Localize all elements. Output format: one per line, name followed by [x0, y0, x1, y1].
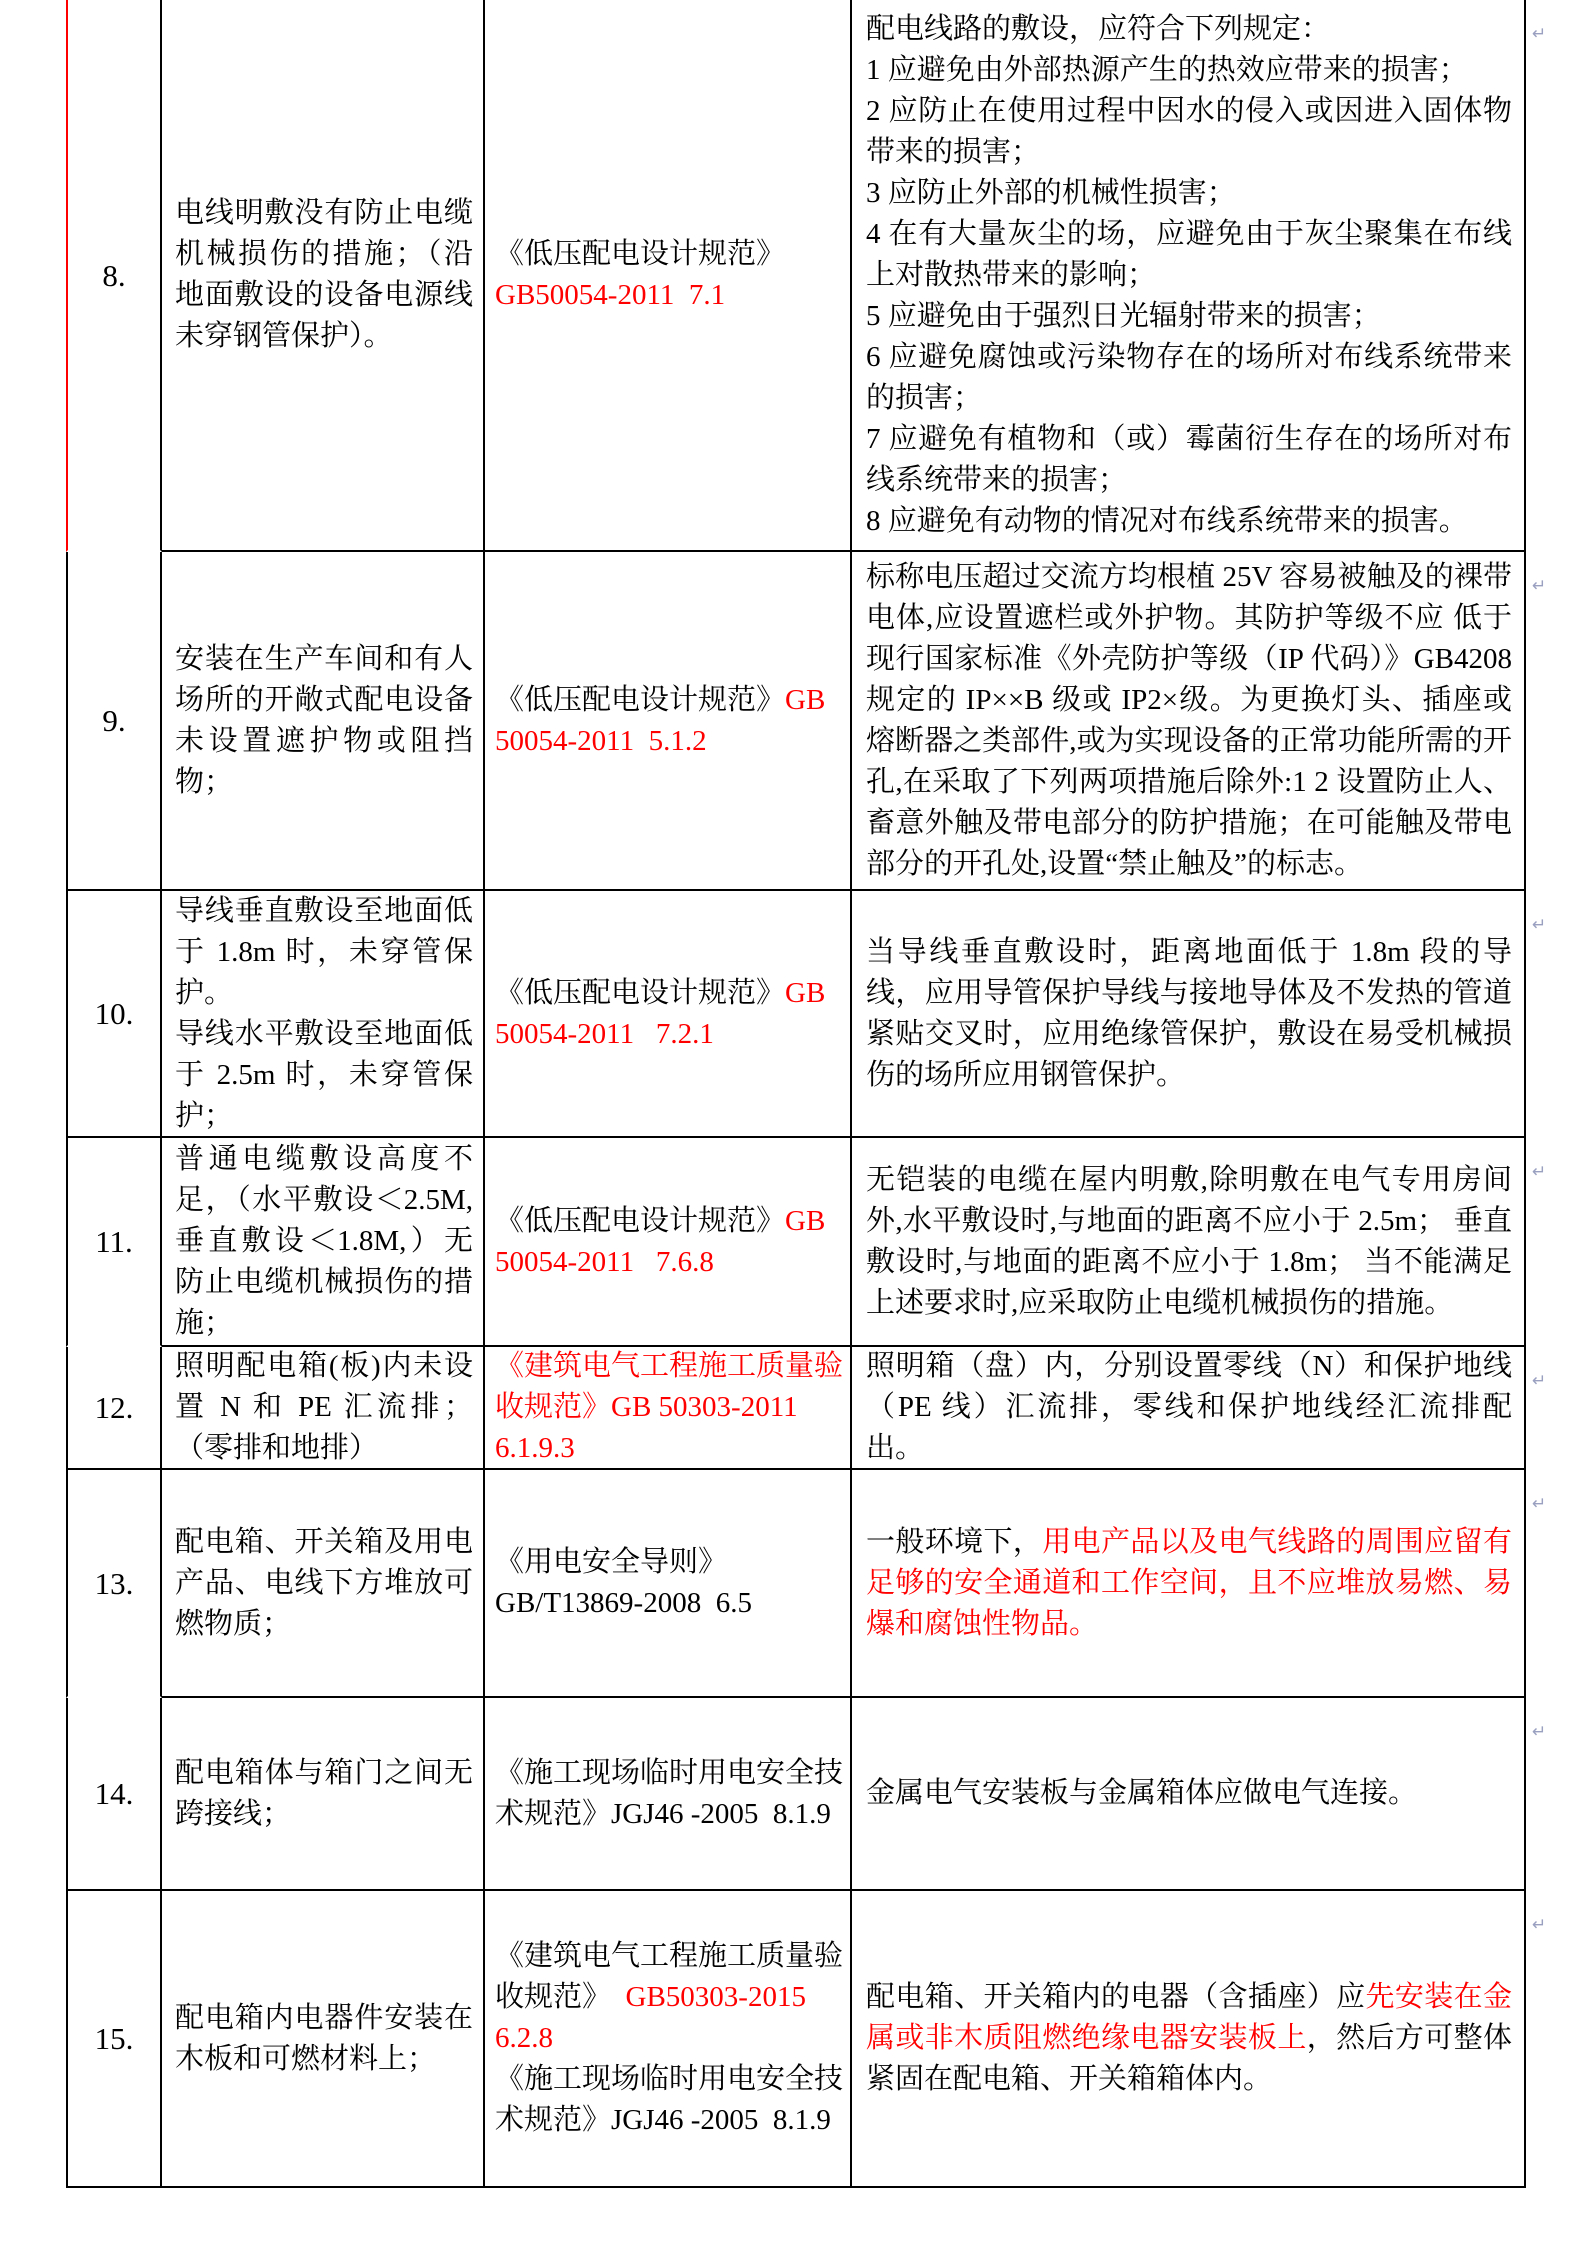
regulation-ref-cell [485, 1347, 852, 1470]
regulation-content-text [866, 296, 1512, 337]
table-row [66, 891, 1526, 1138]
problem-cell [162, 1891, 485, 2188]
text-segment: 照明箱（盘）内，分别设置零线（N）和保护地线（PE 线）汇流排，零线和保护地线经汇流排配出。 [866, 1350, 1512, 1464]
problem-cell [162, 1698, 485, 1891]
regulation-ref-line [495, 1977, 848, 2018]
row-number-cell [66, 552, 162, 891]
text-segment: 当导线垂直敷设时，距离地面低于 1.8m 段的导线，应用导管保护导线与接地导体及不发热的管道紧贴交叉时，应用绝缘管保护，敷设在易受机械损伤的场所应用钢管保护。 [866, 935, 1512, 1091]
text-segment: 配电箱内电器件安装在木板和可燃材料上； [175, 2001, 473, 2075]
paragraph-mark-icon: ↵ [1532, 1494, 1547, 1514]
text-segment: 安装在生产车间和有人场所的开敞式配电设备未设置遮护物或阻挡物； [175, 642, 473, 798]
regulation-ref-line [495, 721, 848, 762]
problem-cell [162, 552, 485, 891]
regulation-content-text [866, 557, 1512, 885]
row-number: 12. [94, 1390, 134, 1425]
text-segment: 《施工现场临时用电安全技 [495, 2063, 844, 2095]
text-segment: GB/T13869-2008 6.5 [495, 1587, 752, 1619]
regulation-content-text [866, 419, 1512, 501]
table-row [66, 1891, 1526, 2188]
highlighted-text: GB50303-2015 [611, 1981, 806, 2013]
regulation-ref-cell [485, 1470, 852, 1698]
regulation-content-text [866, 932, 1512, 1096]
regulation-ref-line [495, 1936, 848, 1977]
text-segment: 《低压配电设计规范》 [495, 1204, 786, 1237]
row-number-cell [66, 1347, 162, 1470]
regulation-content-text [866, 337, 1512, 419]
highlighted-text: 50054-2011 7.6.8 [495, 1245, 714, 1278]
highlighted-text: GB [785, 683, 826, 716]
row-number-cell [66, 1698, 162, 1891]
regulation-content-text [866, 1160, 1512, 1324]
paragraph-mark-icon: ↵ [1532, 24, 1547, 44]
text-segment: 一般环境下， [866, 1525, 1043, 1558]
problem-text [175, 1753, 473, 1835]
paragraph-mark-icon: ↵ [1532, 1915, 1547, 1935]
problem-text [175, 1347, 473, 1469]
text-segment: 无铠装的电缆在屋内明敷,除明敷在电气专用房间外,水平敷设时,与地面的距离不应小于 2.5m； 垂直敷设时,与地面的距离不应小于 1.8m； 当不能满足上述要求时,应采取防止电缆机械损伤的措施。 [866, 1163, 1512, 1319]
regulation-ref-line [495, 1387, 848, 1428]
text-segment: 术规范》JGJ46 -2005 8.1.9 [495, 1797, 831, 1830]
regulation-ref-line [495, 1583, 848, 1624]
regulation-ref-line [495, 2100, 848, 2141]
text-segment: 《低压配电设计规范》 [495, 976, 786, 1009]
regulation-content-cell [852, 1470, 1526, 1698]
text-segment: 6 应避免腐蚀或污染物存在的场所对布线系统带来的损害； [866, 340, 1512, 414]
regulation-content-cell [852, 1891, 1526, 2188]
paragraph-mark-icon: ↵ [1532, 576, 1547, 596]
regulation-ref-line [495, 1753, 848, 1794]
regulation-content-cell [852, 1138, 1526, 1347]
text-segment: 8 应避免有动物的情况对布线系统带来的损害。 [866, 504, 1468, 537]
regulation-content-text [866, 1522, 1512, 1645]
regulation-content-cell [852, 891, 1526, 1138]
table-row [66, 1347, 1526, 1470]
text-segment: 《低压配电设计规范》 [495, 238, 786, 270]
regulation-ref-line [495, 2018, 848, 2059]
paragraph-mark-icon: ↵ [1532, 1722, 1547, 1742]
highlighted-text: GB [785, 1204, 826, 1237]
highlighted-text: GB [785, 976, 826, 1009]
regulation-content-text [866, 50, 1512, 91]
regulation-ref-line [495, 1794, 848, 1835]
regulation-ref-cell [485, 891, 852, 1138]
table-row [66, 1698, 1526, 1891]
row-number-cell [66, 1138, 162, 1347]
row-number-cell [66, 1891, 162, 2188]
row-number-cell [66, 1470, 162, 1698]
paragraph-mark-icon: ↵ [1532, 1371, 1547, 1391]
problem-text [175, 891, 473, 1014]
problem-cell [162, 1138, 485, 1347]
problem-cell [162, 1470, 485, 1698]
highlighted-text: 50054-2011 5.1.2 [495, 724, 707, 757]
highlighted-text: 50054-2011 7.2.1 [495, 1017, 714, 1050]
paragraph-mark-icon: ↵ [1532, 915, 1547, 935]
text-segment: 导线水平敷设至地面低于 2.5m 时，未穿管保护； [175, 1017, 473, 1132]
regulation-content-text [866, 91, 1512, 173]
text-segment: 电线明敷没有防止电缆机械损伤的措施；（沿地面敷设的设备电源线未穿钢管保护）。 [175, 197, 473, 352]
text-segment: 《低压配电设计规范》 [495, 683, 786, 716]
row-number: 11. [95, 1224, 133, 1259]
text-segment: 3 应防止外部的机械性损害； [866, 176, 1236, 209]
text-segment: 标称电压超过交流方均根植 25V 容易被触及的裸带电体,应设置遮栏或外护物。其防护等级不应 低于现行国家标准《外壳防护等级（IP 代码）》GB4208 规定的 IP××B 级或 IP2×级。为更换灯头、插座或熔断器之类部件,或为实现设备的正常功能所需的开孔,在采取了下列两项措施后除外:1 2 设置防止人、畜意外触及带电部分的防护措施；在可能触及带电部分的开孔处,设置“禁止触及”的标志。 [866, 560, 1512, 880]
table-row [66, 1470, 1526, 1698]
row-number: 10. [94, 996, 134, 1031]
row-number: 8. [102, 257, 126, 293]
problem-cell [162, 1347, 485, 1470]
regulation-ref-cell [485, 1138, 852, 1347]
row-number: 15. [94, 2021, 134, 2056]
row-number-cell [66, 891, 162, 1138]
table-row [66, 552, 1526, 891]
problem-cell [162, 0, 485, 552]
regulation-ref-cell [485, 552, 852, 891]
text-segment: 普通电缆敷设高度不足，（水平敷设＜2.5M, 垂直敷设＜1.8M,）无防止电缆机械损伤的措施； [175, 1143, 473, 1339]
regulation-ref-line [495, 1428, 848, 1469]
text-segment: 术规范》JGJ46 -2005 8.1.9 [495, 2104, 831, 2136]
regulation-ref-line [495, 680, 848, 721]
regulation-content-text [866, 1347, 1512, 1469]
text-segment: 4 在有大量灰尘的场，应避免由于灰尘聚集在布线上对散热带来的影响； [866, 217, 1512, 291]
regulation-ref-line [495, 1014, 848, 1055]
text-segment: 配电箱、开关箱内的电器（含插座）应 [866, 1981, 1366, 2013]
highlighted-text: GB50054-2011 7.1 [495, 279, 726, 311]
text-segment: 《建筑电气工程施工质量验 [495, 1940, 844, 1972]
regulation-content-text [866, 1977, 1512, 2100]
regulation-content-cell [852, 552, 1526, 891]
regulation-ref-line [495, 1347, 848, 1387]
regulation-ref-line [495, 1201, 848, 1242]
table-row [66, 1138, 1526, 1347]
text-segment: ，然后方可整体紧固在配电箱、开关箱箱体内。 [866, 2022, 1512, 2095]
regulation-content-text [866, 9, 1512, 50]
highlighted-text: 收规范》GB 50303-2011 [495, 1391, 798, 1423]
problem-text [175, 1014, 473, 1137]
regulation-content-text [866, 501, 1512, 542]
text-segment: 1 应避免由外部热源产生的热效应带来的损害； [866, 53, 1468, 86]
row-number: 13. [94, 1565, 134, 1601]
problem-text [175, 1998, 473, 2080]
regulation-ref-line [495, 234, 848, 275]
regulation-ref-cell [485, 1698, 852, 1891]
text-segment: 收规范》 [495, 1981, 612, 2013]
text-segment: 导线垂直敷设至地面低于 1.8m 时，未穿管保护。 [175, 894, 473, 1009]
problem-text [175, 1522, 473, 1645]
row-number: 9. [102, 703, 126, 738]
regulation-content-cell [852, 1347, 1526, 1470]
highlighted-text: 用电产品以及电气线路的周围应留有足够的安全通道和工作空间，且不应堆放易燃、易爆和腐蚀性物品。 [866, 1525, 1512, 1640]
text-segment: 《用电安全导则》 [495, 1546, 728, 1578]
regulation-content-text [866, 214, 1512, 296]
text-segment: 7 应避免有植物和（或）霉菌衍生存在的场所对布线系统带来的损害； [866, 422, 1512, 496]
text-segment: 配电线路的敷设，应符合下列规定： [866, 12, 1331, 45]
regulation-content-cell [852, 0, 1526, 552]
regulation-table [66, 0, 1526, 2188]
problem-cell [162, 891, 485, 1138]
regulation-content-cell [852, 1698, 1526, 1891]
text-segment: 照明配电箱(板)内未设置 N 和 PE 汇流排；（零排和地排） [175, 1350, 473, 1464]
row-number-cell [66, 0, 162, 552]
regulation-ref-line [495, 1542, 848, 1583]
regulation-ref-line [495, 2059, 848, 2100]
regulation-ref-line [495, 1242, 848, 1283]
paragraph-mark-icon: ↵ [1532, 1162, 1547, 1182]
text-segment: 《施工现场临时用电安全技 [495, 1756, 844, 1789]
regulation-content-text [866, 1773, 1512, 1814]
table-row [66, 0, 1526, 552]
regulation-ref-cell [485, 1891, 852, 2188]
text-segment: 配电箱、开关箱及用电产品、电线下方堆放可燃物质； [175, 1525, 473, 1640]
text-segment: 5 应避免由于强烈日光辐射带来的损害； [866, 299, 1381, 332]
text-segment: 配电箱体与箱门之间无跨接线； [175, 1756, 473, 1830]
highlighted-text: 《建筑电气工程施工质量验 [495, 1350, 844, 1382]
regulation-ref-cell [485, 0, 852, 552]
row-number: 14. [94, 1776, 134, 1811]
problem-text [175, 639, 473, 803]
problem-text [175, 193, 473, 357]
regulation-content-text [866, 173, 1512, 214]
text-segment: 2 应防止在使用过程中因水的侵入或因进入固体物带来的损害； [866, 94, 1512, 168]
regulation-ref-line [495, 973, 848, 1014]
text-segment: 金属电气安装板与金属箱体应做电气连接。 [866, 1777, 1418, 1809]
regulation-ref-line [495, 275, 848, 316]
highlighted-text: 6.1.9.3 [495, 1432, 575, 1464]
highlighted-text: 先安装在金属或非木质阻燃绝缘电器安装板上 [866, 1981, 1512, 2054]
highlighted-text: 6.2.8 [495, 2022, 553, 2054]
problem-text [175, 1139, 473, 1344]
